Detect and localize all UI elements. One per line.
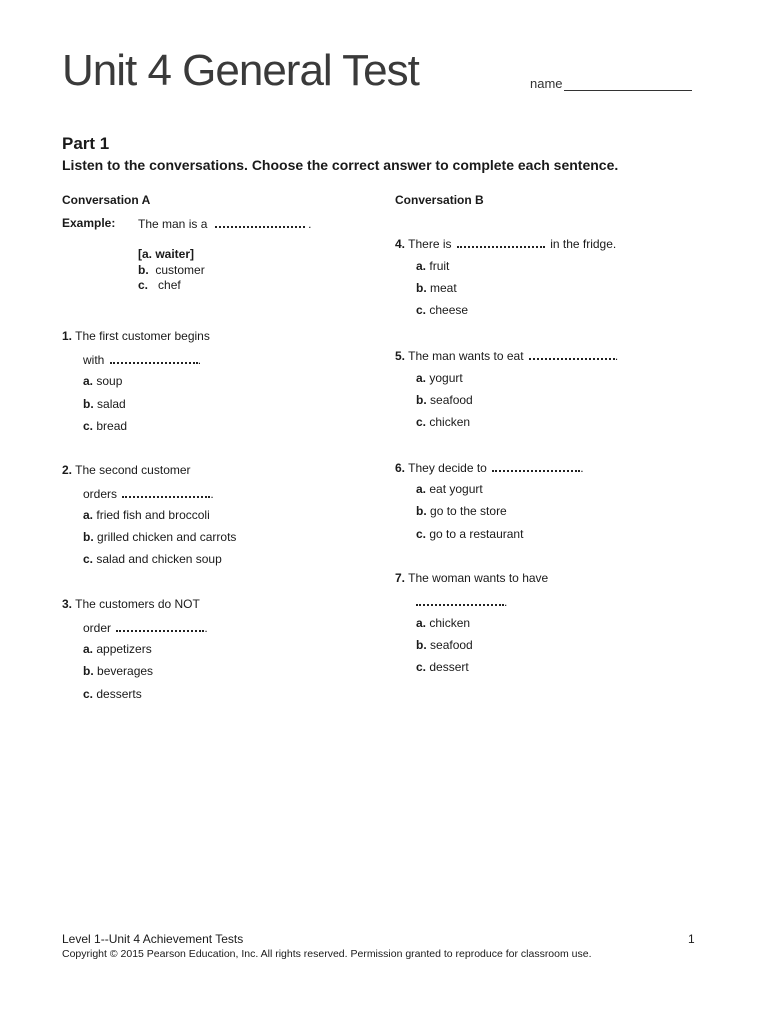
q6-blank[interactable] bbox=[492, 460, 580, 472]
q1-blank[interactable] bbox=[110, 352, 198, 364]
q4-option-c[interactable]: c. cheese bbox=[416, 303, 469, 317]
name-field[interactable] bbox=[530, 76, 692, 91]
question-2-line2: orders . bbox=[83, 487, 214, 501]
q2-option-c[interactable]: c. salad and chicken soup bbox=[83, 552, 222, 566]
example-option-a: [a. waiter] bbox=[138, 247, 195, 261]
name-blank[interactable] bbox=[564, 77, 692, 91]
question-4: 4. There is in the fridge. bbox=[395, 237, 617, 251]
q7-option-b[interactable]: b. seafood bbox=[416, 638, 473, 652]
example-option-b: b. customer bbox=[138, 263, 205, 277]
question-2: 2. The second customer bbox=[62, 463, 191, 477]
q2-option-a[interactable]: a. fried fish and broccoli bbox=[83, 508, 210, 522]
example-blank[interactable] bbox=[215, 216, 305, 228]
q1-option-b[interactable]: b. salad bbox=[83, 397, 126, 411]
question-3-line2: order . bbox=[83, 621, 208, 635]
q4-blank[interactable] bbox=[457, 236, 545, 248]
q4-option-a[interactable]: a. fruit bbox=[416, 259, 450, 273]
question-7: 7. The woman wants to have bbox=[395, 571, 549, 585]
example-option-c: c. chef bbox=[138, 278, 181, 292]
q3-option-c[interactable]: c. desserts bbox=[83, 687, 142, 701]
q2-option-b[interactable]: b. grilled chicken and carrots bbox=[83, 530, 237, 544]
q6-option-c[interactable]: c. go to a restaurant bbox=[416, 527, 524, 541]
q7-blank[interactable] bbox=[416, 594, 504, 606]
part-heading: Part 1 bbox=[62, 134, 110, 153]
page-title: Unit 4 General Test bbox=[62, 46, 419, 95]
footer-copyright: Copyright © 2015 Pearson Education, Inc. All rights reserved. Permission granted to reproduce for classroom use. bbox=[62, 948, 592, 960]
q1-option-c[interactable]: c. bread bbox=[83, 419, 128, 433]
footer-title: Level 1--Unit 4 Achievement Tests bbox=[62, 932, 244, 946]
conversation-b-heading: Conversation B bbox=[395, 193, 484, 207]
q5-blank[interactable] bbox=[529, 348, 615, 360]
q3-option-b[interactable]: b. beverages bbox=[83, 664, 154, 678]
conversation-a-heading: Conversation A bbox=[62, 193, 151, 207]
q1-option-a[interactable]: a. soup bbox=[83, 374, 123, 388]
q5-option-a[interactable]: a. yogurt bbox=[416, 371, 463, 385]
name-label: name bbox=[530, 76, 563, 91]
question-5: 5. The man wants to eat . bbox=[395, 349, 619, 363]
q3-option-a[interactable]: a. appetizers bbox=[83, 642, 152, 656]
question-6: 6. They decide to . bbox=[395, 461, 584, 475]
question-7-line2: . bbox=[416, 594, 507, 609]
example-question bbox=[138, 216, 311, 231]
question-1-line2: with . bbox=[83, 353, 202, 367]
q7-option-a[interactable]: a. chicken bbox=[416, 616, 471, 630]
q6-option-b[interactable]: b. go to the store bbox=[416, 504, 507, 518]
q5-option-b[interactable]: b. seafood bbox=[416, 393, 473, 407]
part-instructions: Listen to the conversations. Choose the correct answer to complete each sentence. bbox=[62, 157, 619, 173]
question-3: 3. The customers do NOT bbox=[62, 597, 200, 611]
q3-blank[interactable] bbox=[116, 620, 204, 632]
question-1: 1. The first customer begins bbox=[62, 329, 210, 343]
example-period: . bbox=[308, 217, 312, 231]
q5-option-c[interactable]: c. chicken bbox=[416, 415, 471, 429]
q7-option-c[interactable]: c. dessert bbox=[416, 660, 469, 674]
example-label: Example: bbox=[62, 216, 116, 230]
q6-option-a[interactable]: a. eat yogurt bbox=[416, 482, 483, 496]
q4-option-b[interactable]: b. meat bbox=[416, 281, 457, 295]
example-text: The man is a bbox=[138, 217, 208, 231]
page-number: 1 bbox=[688, 932, 695, 946]
q2-blank[interactable] bbox=[122, 486, 210, 498]
